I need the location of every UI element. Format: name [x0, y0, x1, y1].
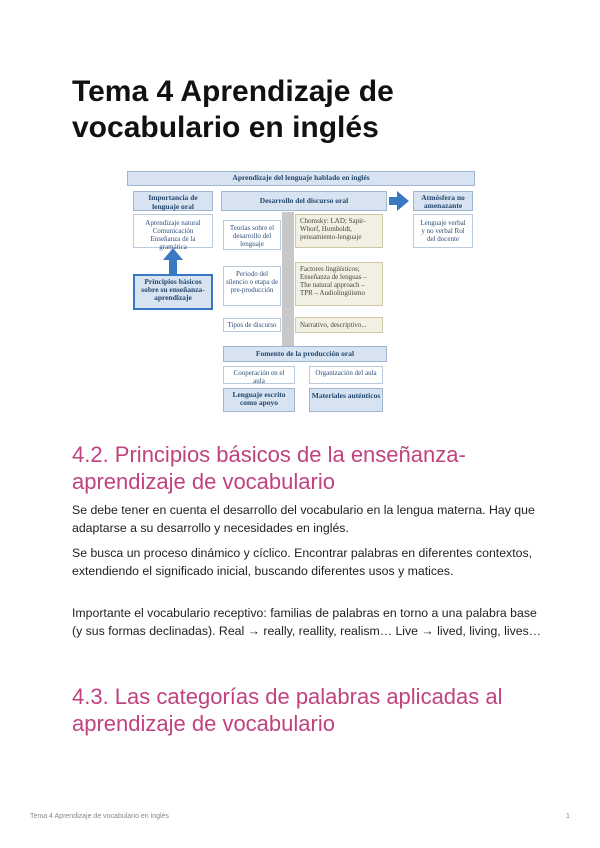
importancia-box: Importancia de lenguaje oral: [133, 191, 213, 211]
lenguaje-escrito-box: Lenguaje escrito como apoyo: [223, 388, 295, 412]
section-42-paragraph-1: Se debe tener en cuenta el desarrollo del vocabulario en la lengua materna. Hay que adaptarse a su desarrollo y necesidades en inglés.: [72, 503, 535, 535]
section-42-paragraph-3: Importante el vocabulario receptivo: familias de palabras en torno a una palabra base (y sus formas declinadas). Real → really, reallity, realism… Live → lived, living, lives…: [72, 606, 542, 638]
teorias-box: Teorías sobre el desarrollo del lenguaje: [223, 220, 281, 250]
importancia-list: Aprendizaje natural Comunicación Enseñanza de la gramática: [133, 214, 213, 248]
chomsky-box: Chomsky: LAD; Sapir-Whorf, Humboldt, pensamiento-lenguaje: [295, 214, 383, 248]
right-arrow-stem: [389, 197, 397, 205]
principios-box: Principios básicos sobre su enseñanza-aprendizaje: [133, 274, 213, 310]
page-number: 1: [566, 813, 570, 820]
periodo-box: Periodo del silencio o etapa de pre-producción: [223, 266, 281, 306]
vertical-divider: [282, 212, 294, 355]
cooperacion-box: Cooperación en el aula: [223, 366, 295, 384]
lenguaje-verbal-box: Lenguaje verbal y no verbal Rol del docente: [413, 214, 473, 248]
section-42-heading: 4.2. Principios básicos de la enseñanza-aprendizaje de vocabulario: [72, 442, 466, 494]
section-42-paragraph-2: Se busca un proceso dinámico y cíclico. Encontrar palabras en diferentes contextos, extendiendo el significado inicial, buscando diferentes usos y matices.: [72, 546, 533, 578]
factores-box: Factores lingüísticos; Enseñanza de lenguas – The natural approach – TPR – Audiolingüismo: [295, 262, 383, 306]
organizacion-box: Organización del aula: [309, 366, 383, 384]
concept-diagram: [127, 170, 475, 414]
diagram-banner: Aprendizaje del lenguaje hablado en inglés: [127, 171, 475, 186]
materiales-box: Materiales auténticos: [309, 388, 383, 412]
narrativo-box: Narrativo, descriptivo...: [295, 317, 383, 333]
atmosfera-box: Atmósfera no amenazante: [413, 191, 473, 211]
desarrollo-box: Desarrollo del discurso oral: [221, 191, 387, 211]
tipos-box: Tipos de discurso: [223, 318, 281, 332]
footer-title: Tema 4 Aprendizaje de vocabulario en inglés: [30, 813, 169, 820]
page-title: Tema 4 Aprendizaje de vocabulario en inglés: [72, 75, 394, 144]
section-43-heading: 4.3. Las categorías de palabras aplicadas al aprendizaje de vocabulario: [72, 684, 503, 736]
up-arrow-stem: [169, 260, 177, 274]
right-arrow-icon: [397, 191, 409, 211]
up-arrow-icon: [163, 248, 183, 260]
fomento-box: Fomento de la producción oral: [223, 346, 387, 362]
